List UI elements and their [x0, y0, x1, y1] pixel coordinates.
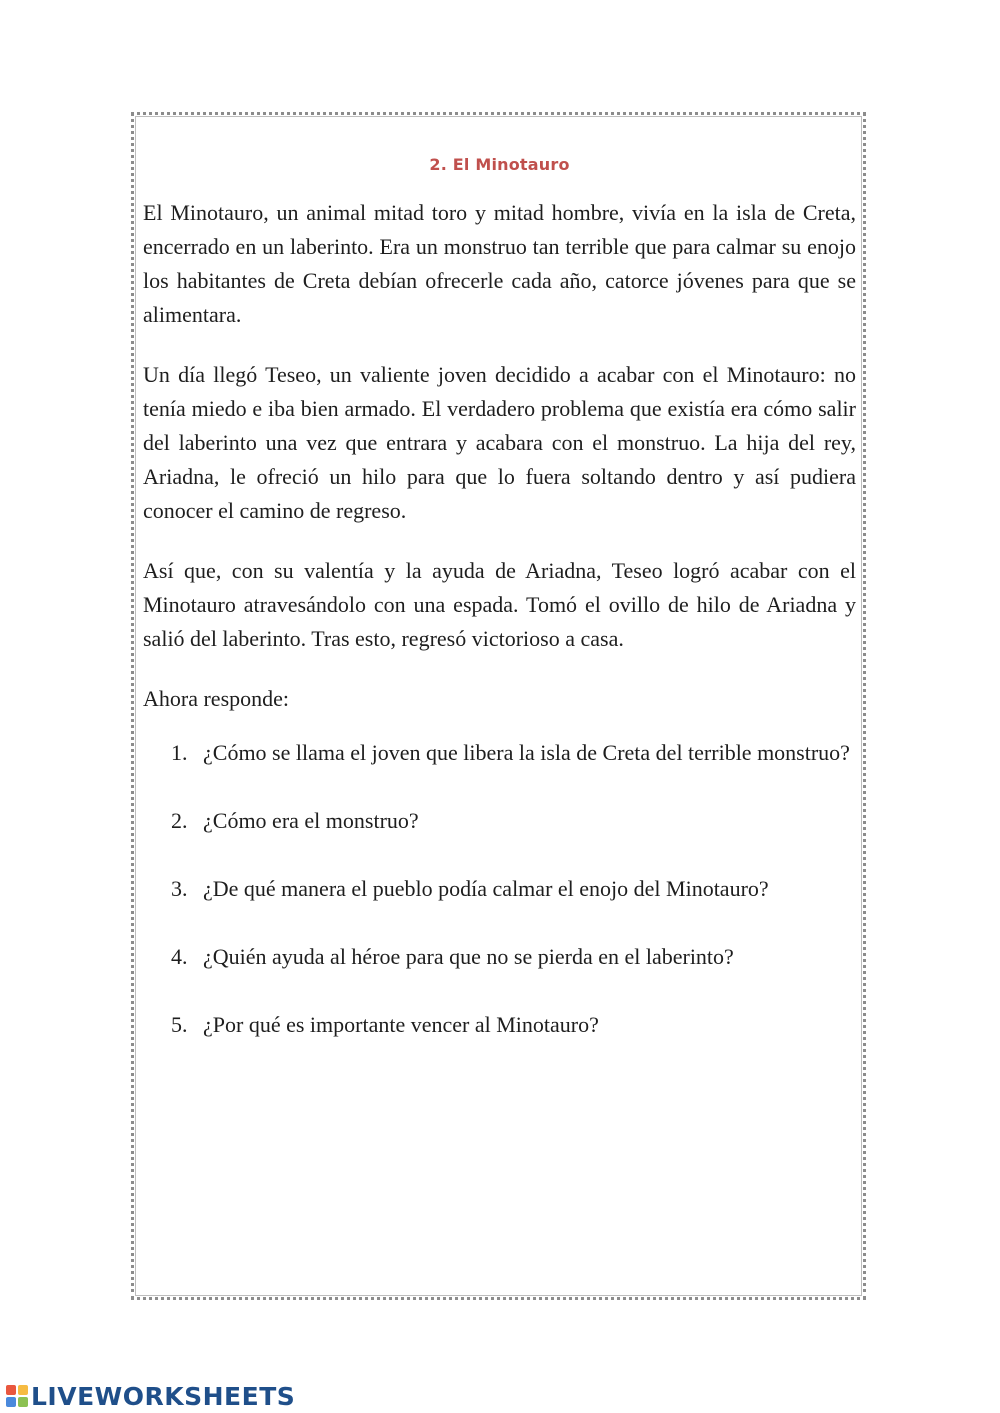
- logo-tile: [18, 1385, 28, 1395]
- question-number: 3.: [171, 876, 188, 901]
- question-text: ¿Cómo se llama el joven que libera la isla de Creta del terrible monstruo?: [203, 740, 850, 765]
- questions-prompt: Ahora responde:: [143, 686, 290, 711]
- question-text: ¿Por qué es importante vencer al Minotauro?: [203, 1012, 599, 1037]
- worksheet-title: 2. El Minotauro: [429, 155, 570, 174]
- logo-tile: [18, 1397, 28, 1407]
- logo-tile: [6, 1397, 16, 1407]
- question-number: 1.: [171, 740, 188, 765]
- question-item-2: [143, 804, 856, 838]
- question-item-1: [143, 736, 856, 770]
- question-number: 4.: [171, 944, 188, 969]
- story-paragraph-3: Así que, con su valentía y la ayuda de Ariadna, Teseo logró acabar con el Minotauro atravesándolo con una espada. Tomó el ovillo de hilo de Ariadna y salió del laberinto. Tras esto, regresó victorioso a casa.: [143, 558, 856, 651]
- question-text: ¿Quién ayuda al héroe para que no se pierda en el laberinto?: [203, 944, 734, 969]
- question-text: ¿Cómo era el monstruo?: [203, 808, 419, 833]
- question-item-4: [143, 940, 856, 974]
- question-number: 2.: [171, 808, 188, 833]
- question-item-3: [143, 872, 856, 906]
- questions-list: [143, 736, 856, 1042]
- question-number: 5.: [171, 1012, 188, 1037]
- story-paragraph-2: Un día llegó Teseo, un valiente joven decidido a acabar con el Minotauro: no tenía miedo e iba bien armado. El verdadero problema que existía era cómo salir del laberinto una vez que entrara y acabara con el monstruo. La hija del rey, Ariadna, le ofreció un hilo para que lo fuera soltando dentro y así pudiera conocer el camino de regreso.: [143, 362, 856, 523]
- question-text: ¿De qué manera el pueblo podía calmar el enojo del Minotauro?: [203, 876, 769, 901]
- story-paragraph-1: El Minotauro, un animal mitad toro y mitad hombre, vivía en la isla de Creta, encerrado en un laberinto. Era un monstruo tan terrible que para calmar su enojo los habitantes de Creta debían ofrecerle cada año, catorce jóvenes para que se alimentara.: [143, 200, 856, 327]
- liveworksheets-brand[interactable]: [6, 1381, 295, 1411]
- worksheet-content: [143, 155, 856, 1076]
- logo-tile: [6, 1385, 16, 1395]
- question-item-5: [143, 1008, 856, 1042]
- liveworksheets-logo-icon: [6, 1385, 28, 1407]
- brand-name: LIVEWORKSHEETS: [31, 1381, 296, 1411]
